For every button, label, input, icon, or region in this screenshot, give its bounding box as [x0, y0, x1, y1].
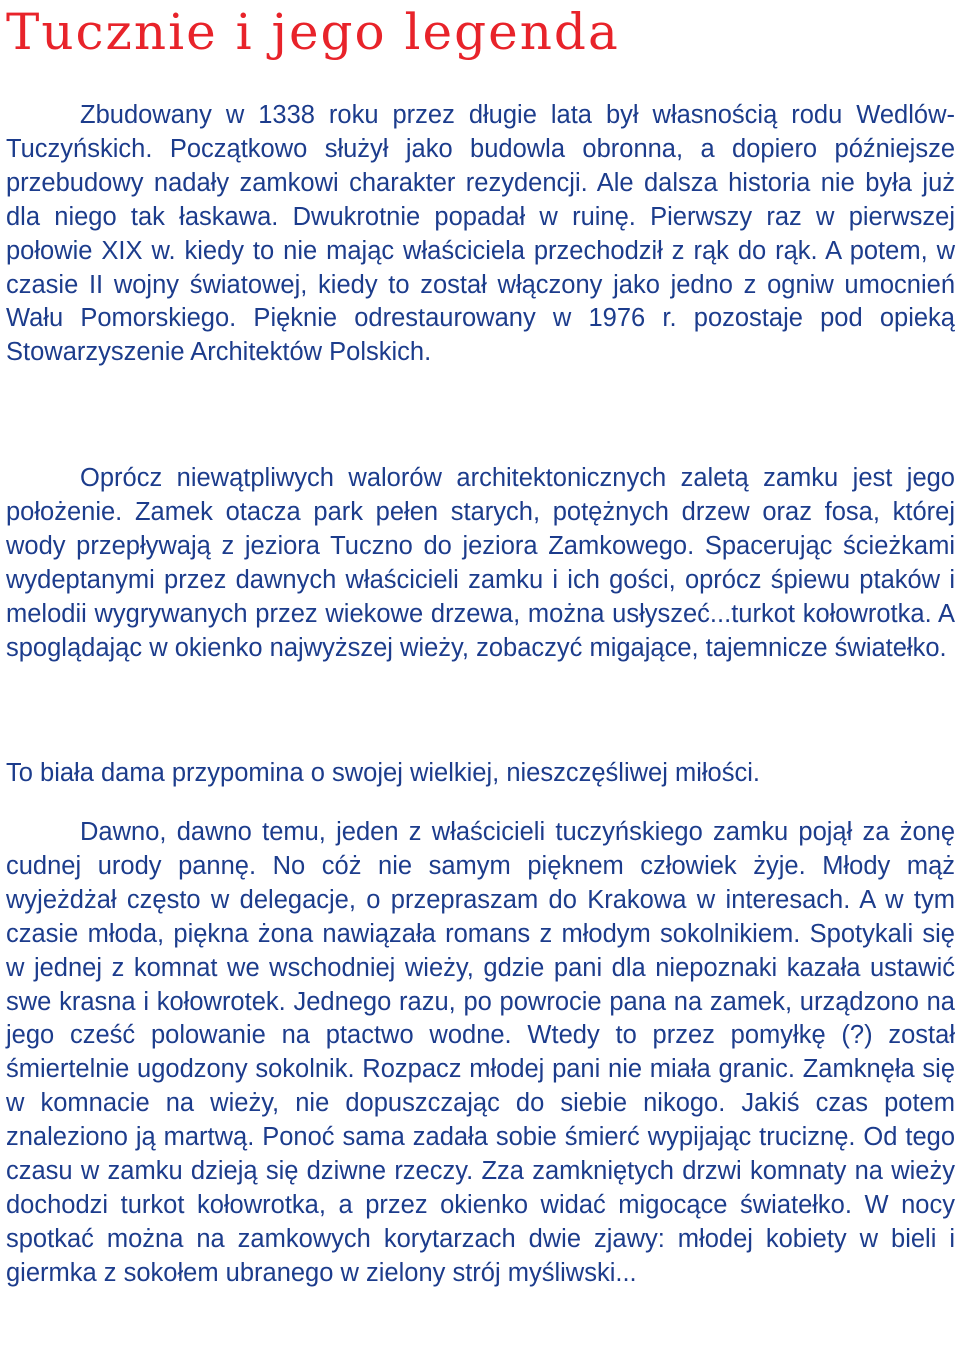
paragraph-location: Oprócz niewątpliwych walorów architektonicznych zaletą zamku jest jego położenie. Zamek otacza park pełen starych, potężnych drzew oraz fosa, której wody przepływają z jeziora Tuczno do jeziora Zamkowego. Spacerując ścieżkami wydeptanymi przez dawnych właścicieli zamku i ich gości, oprócz śpiewu ptaków i melodii wygrywanych przez wiekowe drzewa, można usłyszeć...turkot kołowrotka. A spoglądając w okienko najwyższej wieży, zobaczyć migające, tajemnicze światełko.	[6, 464, 955, 662]
page-title: Tucznie i jego legenda	[6, 3, 620, 61]
paragraph-white-lady: To biała dama przypomina o swojej wielkiej, nieszczęśliwej miłości.	[6, 759, 760, 787]
paragraph-history: Zbudowany w 1338 roku przez długie lata był własnością rodu Wedlów-Tuczyńskich. Początkowo służył jako budowla obronna, a dopiero późniejsze przebudowy nadały zamkowi charakter rezydencji. Ale dalsza historia nie była już dla niego tak łaskawa. Dwukrotnie popadał w ruinę. Pierwszy raz w pierwszej połowie XIX w. kiedy to nie mając właściciela przechodził z rąk do rąk. A potem, w czasie II wojny światowej, kiedy to został włączony jako jedno z ogniw umocnień Wału Pomorskiego. Pięknie odrestaurowany w 1976 r. pozostaje pod opieką Stowarzyszenie Architektów Polskich.	[6, 101, 955, 367]
paragraph-legend: Dawno, dawno temu, jeden z właścicieli tuczyńskiego zamku pojął za żonę cudnej urody pannę. No cóż nie samym pięknem człowiek żyje. Młody mąż wyjeżdżał często w delegacje, o przepraszam do Krakowa w interesach. A w tym czasie młoda, piękna żona nawiązała romans z młodym sokolnikiem. Spotykali się w jednej z komnat we wschodniej wieży, gdzie pani dla niepoznaki kazała ustawić swe krasna i kołowrotek. Jednego razu, po powrocie pana na zamek, urządzono na jego cześć polowanie na ptactwo wodne. Wtedy to przez pomyłkę (?) został śmiertelnie ugodzony sokolnik. Rozpacz młodej pani nie miała granic. Zamknęła się w komnacie na wieży, nie dopuszczając do siebie nikogo. Jakiś czas potem znaleziono ją martwą. Ponoć sama zadała sobie śmierć wypijając truciznę. Od tego czasu w zamku dzieją się dziwne rzeczy. Zza zamkniętych drzwi komnaty na wieży dochodzi turkot kołowrotka, a przez okienko widać migocące światełko. W nocy spotkać można na zamkowych korytarzach dwie zjawy: młodej kobiety w bieli i giermka z sokołem ubranego w zielony strój myśliwski...	[6, 818, 955, 1287]
